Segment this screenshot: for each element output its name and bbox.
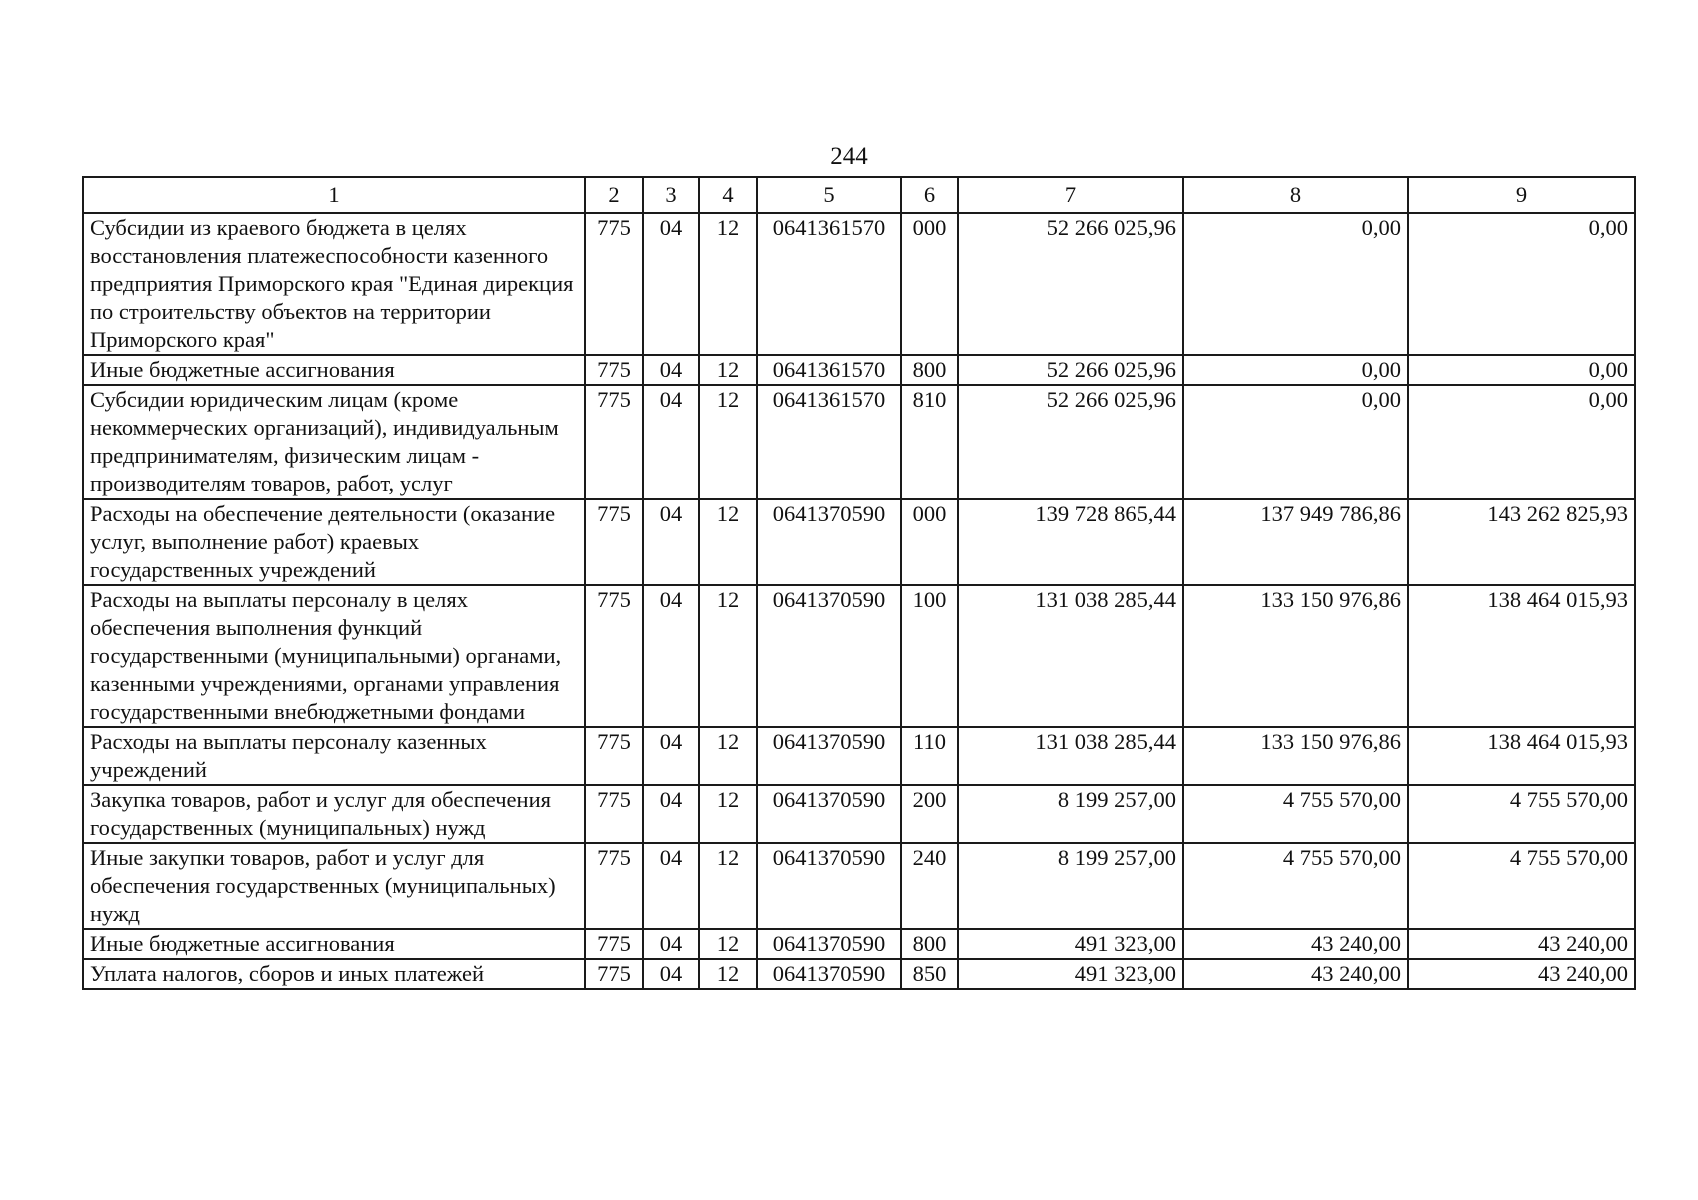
- expense-type-code: 800: [901, 929, 958, 959]
- expense-type-code: 000: [901, 213, 958, 355]
- col-header-2: 2: [585, 177, 643, 213]
- expense-type-code: 200: [901, 785, 958, 843]
- amount-col-7: 52 266 025,96: [958, 355, 1183, 385]
- amount-col-7: 131 038 285,44: [958, 585, 1183, 727]
- subsection-code: 12: [699, 499, 757, 585]
- amount-col-9: 0,00: [1408, 385, 1635, 499]
- section-code: 04: [643, 355, 699, 385]
- amount-col-8: 0,00: [1183, 355, 1408, 385]
- col-header-9: 9: [1408, 177, 1635, 213]
- section-code: 04: [643, 585, 699, 727]
- row-name: Иные бюджетные ассигнования: [83, 355, 585, 385]
- row-name: Иные бюджетные ассигнования: [83, 929, 585, 959]
- ministry-code: 775: [585, 727, 643, 785]
- section-code: 04: [643, 727, 699, 785]
- row-name: Иные закупки товаров, работ и услуг для обеспечения государственных (муниципальных) нужд: [83, 843, 585, 929]
- target-article-code: 0641370590: [757, 929, 901, 959]
- target-article-code: 0641370590: [757, 785, 901, 843]
- table-row: [83, 355, 1635, 385]
- ministry-code: 775: [585, 385, 643, 499]
- amount-col-7: 491 323,00: [958, 929, 1183, 959]
- amount-col-9: 138 464 015,93: [1408, 585, 1635, 727]
- row-name: Расходы на выплаты персоналу в целях обеспечения выполнения функций государственными (муниципальными) органами, казенными учреждениями, органами управления государственными внебюджетными фондами: [83, 585, 585, 727]
- amount-col-7: 491 323,00: [958, 959, 1183, 989]
- amount-col-9: 138 464 015,93: [1408, 727, 1635, 785]
- expense-type-code: 110: [901, 727, 958, 785]
- section-code: 04: [643, 213, 699, 355]
- row-name: Расходы на обеспечение деятельности (оказание услуг, выполнение работ) краевых государственных учреждений: [83, 499, 585, 585]
- amount-col-8: 4 755 570,00: [1183, 843, 1408, 929]
- header-row: [83, 177, 1635, 213]
- subsection-code: 12: [699, 843, 757, 929]
- expense-type-code: 810: [901, 385, 958, 499]
- expense-type-code: 800: [901, 355, 958, 385]
- amount-col-8: 137 949 786,86: [1183, 499, 1408, 585]
- ministry-code: 775: [585, 213, 643, 355]
- col-header-1: 1: [83, 177, 585, 213]
- amount-col-7: 52 266 025,96: [958, 213, 1183, 355]
- col-header-8: 8: [1183, 177, 1408, 213]
- section-code: 04: [643, 385, 699, 499]
- subsection-code: 12: [699, 213, 757, 355]
- row-name: Субсидии из краевого бюджета в целях восстановления платежеспособности казенного предприятия Приморского края "Единая дирекция по строительству объектов на территории Приморского края": [83, 213, 585, 355]
- target-article-code: 0641361570: [757, 213, 901, 355]
- amount-col-8: 133 150 976,86: [1183, 727, 1408, 785]
- table-row: [83, 959, 1635, 989]
- amount-col-8: 43 240,00: [1183, 929, 1408, 959]
- subsection-code: 12: [699, 385, 757, 499]
- ministry-code: 775: [585, 959, 643, 989]
- amount-col-8: 0,00: [1183, 213, 1408, 355]
- amount-col-9: 143 262 825,93: [1408, 499, 1635, 585]
- amount-col-9: 43 240,00: [1408, 929, 1635, 959]
- amount-col-7: 139 728 865,44: [958, 499, 1183, 585]
- table-row: [83, 727, 1635, 785]
- section-code: 04: [643, 959, 699, 989]
- col-header-3: 3: [643, 177, 699, 213]
- subsection-code: 12: [699, 727, 757, 785]
- expense-type-code: 000: [901, 499, 958, 585]
- ministry-code: 775: [585, 843, 643, 929]
- target-article-code: 0641370590: [757, 585, 901, 727]
- amount-col-8: 133 150 976,86: [1183, 585, 1408, 727]
- expense-type-code: 100: [901, 585, 958, 727]
- target-article-code: 0641370590: [757, 843, 901, 929]
- amount-col-8: 0,00: [1183, 385, 1408, 499]
- section-code: 04: [643, 843, 699, 929]
- col-header-6: 6: [901, 177, 958, 213]
- amount-col-9: 0,00: [1408, 355, 1635, 385]
- amount-col-9: 0,00: [1408, 213, 1635, 355]
- table-row: [83, 213, 1635, 355]
- subsection-code: 12: [699, 959, 757, 989]
- subsection-code: 12: [699, 929, 757, 959]
- col-header-5: 5: [757, 177, 901, 213]
- amount-col-7: 131 038 285,44: [958, 727, 1183, 785]
- expense-type-code: 240: [901, 843, 958, 929]
- subsection-code: 12: [699, 355, 757, 385]
- table-row: [83, 843, 1635, 929]
- ministry-code: 775: [585, 929, 643, 959]
- target-article-code: 0641370590: [757, 727, 901, 785]
- budget-table: [82, 176, 1636, 990]
- ministry-code: 775: [585, 585, 643, 727]
- col-header-7: 7: [958, 177, 1183, 213]
- page-number: 244: [830, 143, 868, 170]
- amount-col-8: 4 755 570,00: [1183, 785, 1408, 843]
- row-name: Расходы на выплаты персоналу казенных учреждений: [83, 727, 585, 785]
- target-article-code: 0641370590: [757, 959, 901, 989]
- row-name: Субсидии юридическим лицам (кроме некоммерческих организаций), индивидуальным предпринимателям, физическим лицам - производителям товаров, работ, услуг: [83, 385, 585, 499]
- col-header-4: 4: [699, 177, 757, 213]
- amount-col-7: 8 199 257,00: [958, 785, 1183, 843]
- amount-col-8: 43 240,00: [1183, 959, 1408, 989]
- section-code: 04: [643, 499, 699, 585]
- subsection-code: 12: [699, 785, 757, 843]
- table-row: [83, 499, 1635, 585]
- row-name: Закупка товаров, работ и услуг для обеспечения государственных (муниципальных) нужд: [83, 785, 585, 843]
- section-code: 04: [643, 785, 699, 843]
- table-row: [83, 929, 1635, 959]
- target-article-code: 0641370590: [757, 499, 901, 585]
- subsection-code: 12: [699, 585, 757, 727]
- table-row: [83, 785, 1635, 843]
- table-row: [83, 385, 1635, 499]
- expense-type-code: 850: [901, 959, 958, 989]
- section-code: 04: [643, 929, 699, 959]
- amount-col-9: 4 755 570,00: [1408, 785, 1635, 843]
- amount-col-7: 52 266 025,96: [958, 385, 1183, 499]
- amount-col-7: 8 199 257,00: [958, 843, 1183, 929]
- row-name: Уплата налогов, сборов и иных платежей: [83, 959, 585, 989]
- ministry-code: 775: [585, 355, 643, 385]
- amount-col-9: 43 240,00: [1408, 959, 1635, 989]
- amount-col-9: 4 755 570,00: [1408, 843, 1635, 929]
- target-article-code: 0641361570: [757, 355, 901, 385]
- table-row: [83, 585, 1635, 727]
- target-article-code: 0641361570: [757, 385, 901, 499]
- ministry-code: 775: [585, 499, 643, 585]
- ministry-code: 775: [585, 785, 643, 843]
